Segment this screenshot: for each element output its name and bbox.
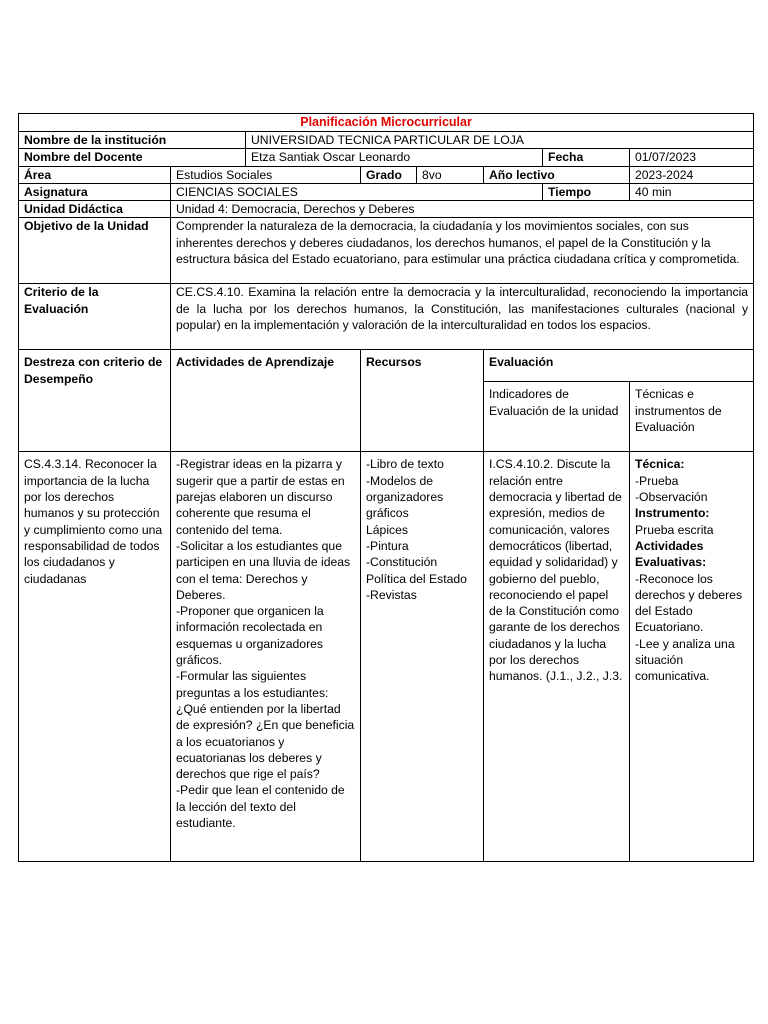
criterion-label: Criterio de la Evaluación [19, 284, 171, 350]
objective-label: Objetivo de la Unidad [19, 218, 171, 284]
evaluative-activities-label: Actividades Evaluativas: [635, 538, 707, 570]
grade-value: 8vo [417, 166, 484, 183]
teacher-value: Etza Santiak Oscar Leonardo [246, 149, 543, 166]
technique-items: -Prueba -Observación [635, 473, 708, 505]
time-value: 40 min [630, 183, 754, 200]
unit-value: Unidad 4: Democracia, Derechos y Deberes [171, 201, 754, 218]
institution-value: UNIVERSIDAD TECNICA PARTICULAR DE LOJA [246, 132, 754, 149]
area-value: Estudios Sociales [171, 166, 361, 183]
time-label: Tiempo [543, 183, 630, 200]
planning-table [18, 113, 754, 862]
skill-cell: CS.4.3.14. Reconocer la importancia de la lucha por los derechos humanos y su protección y cumplimiento como una responsabilidad de todos los ciudadanos y ciudadanas [19, 452, 171, 862]
date-label: Fecha [543, 149, 630, 166]
indicators-cell: I.CS.4.10.2. Discute la relación entre democracia y libertad de expresión, medios de comunicación, valores democráticos (libertad, equidad y solidaridad) y gobierno del pueblo, reconociendo el papel de la Constitución como garante de los derechos ciudadanos y la lucha por los derechos humanos. (J.1., J.2., J.3. [484, 452, 630, 862]
activities-cell: -Registrar ideas en la pizarra y sugerir que a partir de estas en parejas elaboren un discurso coherente que resuma el contenido del tema. -Solicitar a los estudiantes que participen en una lluvia de ideas con el tema: Derechos y Deberes. -Proponer que organicen la información recolectada en esquemas u organizadores gráficos. -Formular las siguientes preguntas a los estudiantes: ¿Qué entienden por la libertad de expresión? ¿En que beneficia a los ecuatorianos y ecuatorianas los deberes y derechos que rige el país? -Pedir que lean el contenido de la lección del texto del estudiante. [171, 452, 361, 862]
instrument-label: Instrumento: [635, 506, 710, 521]
column-header-evaluation: Evaluación [484, 350, 754, 382]
teacher-label: Nombre del Docente [19, 149, 246, 166]
area-label: Área [19, 166, 171, 183]
subject-value: CIENCIAS SOCIALES [171, 183, 543, 200]
planning-sheet [18, 113, 753, 862]
technique-label: Técnica: [635, 457, 685, 472]
instrument-value: Prueba escrita [635, 522, 714, 537]
criterion-value: CE.CS.4.10. Examina la relación entre la democracia y la interculturalidad, reconociendo la importancia de la lucha por los derechos humanos, la Constitución, las manifestaciones culturales (nacional y popular) en la implementación y valoración de la interculturalidad en todos los espacios. [171, 284, 754, 350]
grade-label: Grado [361, 166, 417, 183]
column-header-indicators: Indicadores de Evaluación de la unidad [484, 382, 630, 452]
date-value: 01/07/2023 [630, 149, 754, 166]
evaluative-activities-items: -Reconoce los derechos y deberes del Estado Ecuatoriano. -Lee y analiza una situación comunicativa. [635, 571, 743, 684]
unit-label: Unidad Didáctica [19, 201, 171, 218]
school-year-value: 2023-2024 [630, 166, 754, 183]
column-header-techniques: Técnicas e instrumentos de Evaluación [630, 382, 754, 452]
page-title: Planificación Microcurricular [19, 114, 754, 132]
resources-cell: -Libro de texto -Modelos de organizadores gráficos Lápices -Pintura -Constitución Política del Estado -Revistas [361, 452, 484, 862]
techniques-cell [630, 452, 754, 862]
column-header-activities: Actividades de Aprendizaje [171, 350, 361, 452]
column-header-resources: Recursos [361, 350, 484, 452]
objective-value: Comprender la naturaleza de la democracia, la ciudadanía y los movimientos sociales, con sus inherentes derechos y deberes ciudadanos, los derechos humanos, el papel de la Constitución y la estructura básica del Estado ecuatoriano, para estimular una práctica ciudadana crítica y comprometida. [171, 218, 754, 284]
school-year-label: Año lectivo [484, 166, 630, 183]
institution-label: Nombre de la institución [19, 132, 246, 149]
column-header-skill: Destreza con criterio de Desempeño [19, 350, 171, 452]
subject-label: Asignatura [19, 183, 171, 200]
